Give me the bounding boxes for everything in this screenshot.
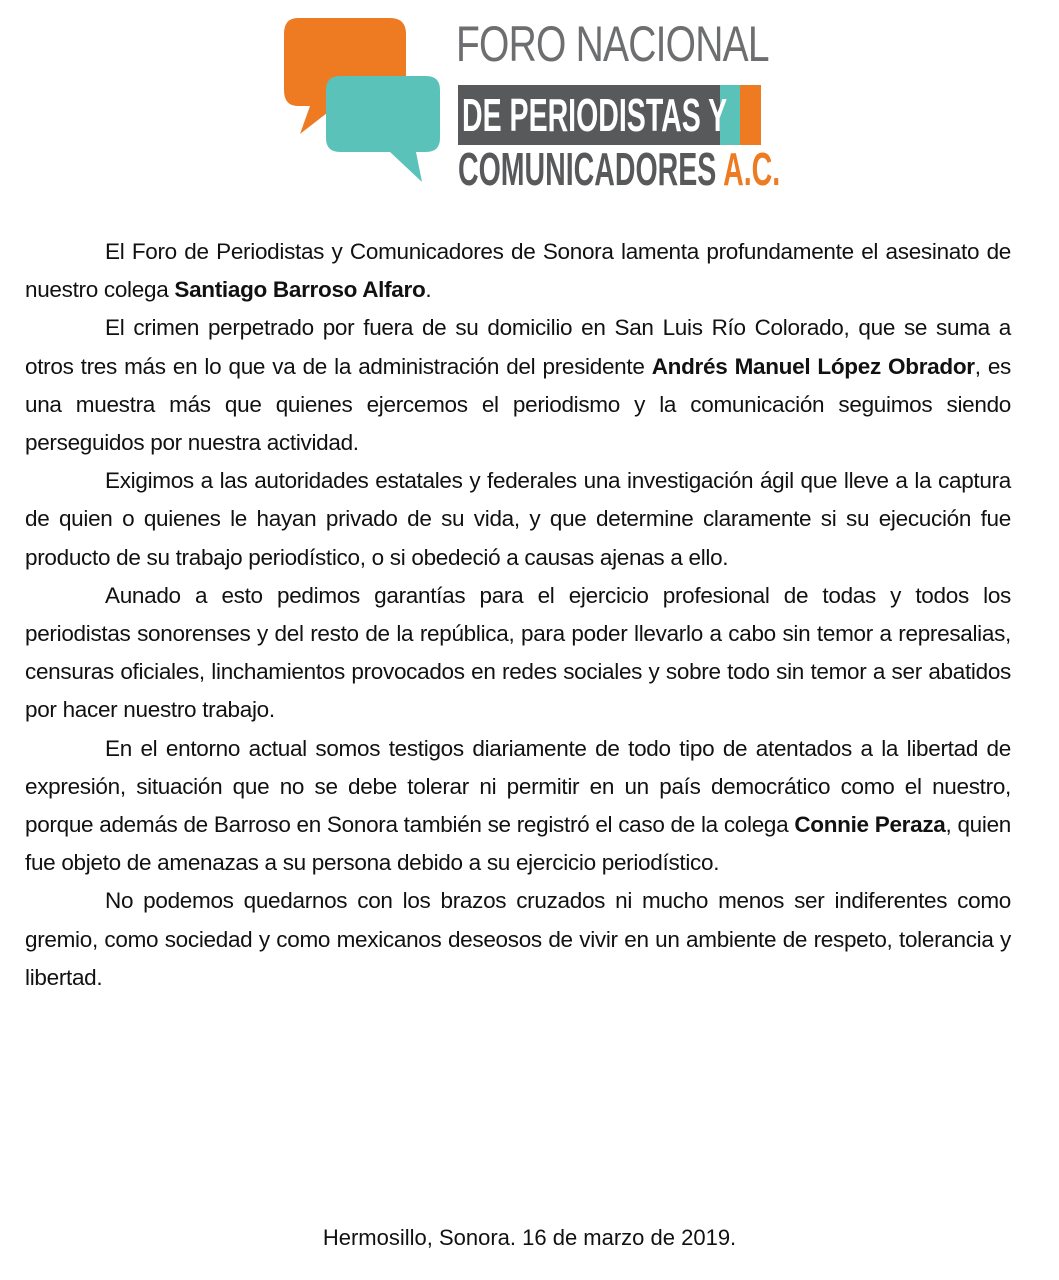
- logo-bottom-text: COMUNICADORES: [458, 143, 717, 195]
- text-run: El Foro de Periodistas y Comunicadores de Sonora lamenta profundamente el asesinato de nuestro colega: [25, 239, 1011, 303]
- paragraph: [25, 309, 1011, 462]
- paragraph: [25, 730, 1011, 883]
- paragraph: [25, 577, 1011, 730]
- logo-ac: A.C.: [723, 143, 781, 195]
- logo-title: FORO NACIONAL: [456, 16, 769, 72]
- date-line: Hermosillo, Sonora. 16 de marzo de 2019.: [322, 1225, 737, 1250]
- text-run: .: [425, 277, 432, 303]
- paragraph: [25, 462, 1011, 577]
- text-run: , quien fue objeto de amenazas a su persona debido a su ejercicio periodístico.: [25, 812, 1011, 876]
- paragraph: [25, 882, 1011, 997]
- speech-bubbles-icon: [280, 10, 450, 190]
- organization-logo: [280, 10, 781, 195]
- statement-body: [25, 233, 1011, 997]
- teal-bubble: [326, 76, 440, 182]
- bold-name: Santiago Barroso Alfaro: [174, 277, 426, 303]
- text-run: El crimen perpetrado por fuera de su domicilio en San Luis Río Colorado, que se suma a otros tres más en lo que va de la administración del presidente: [25, 315, 1011, 379]
- logo-bar-orange-accent: [740, 85, 761, 145]
- text-run: Aunado a esto pedimos garantías para el ejercicio profesional de todas y todos los periodistas sonorenses y del resto de la república, para poder llevarlo a cabo sin temor a represalias, censuras oficiales, linchamientos provocados en redes sociales y sobre todo sin temor a ser abatidos por hacer nuestro trabajo.: [25, 582, 1011, 723]
- bold-name: Andrés Manuel López Obrador: [651, 353, 975, 379]
- logo-subtitle: DE PERIODISTAS Y: [462, 89, 728, 141]
- bold-name: Connie Peraza: [794, 812, 946, 838]
- logo-bottom-line: [458, 144, 780, 194]
- paragraph: [25, 233, 1011, 309]
- text-run: Exigimos a las autoridades estatales y federales una investigación ágil que lleve a la captura de quien o quienes le hayan privado de su vida, y que determine claramente si su ejecución fue producto de su trabajo periodístico, o si obedeció a causas ajenas a ello.: [25, 468, 1011, 570]
- text-run: No podemos quedarnos con los brazos cruzados ni mucho menos ser indiferentes como gremio, como sociedad y como mexicanos deseosos de vivir en un ambiente de respeto, tolerancia y libertad.: [25, 888, 1011, 990]
- text-run: , es una muestra más que quienes ejercemos el periodismo y la comunicación seguimos siendo perseguidos por nuestra actividad.: [25, 353, 1011, 456]
- text-run: En el entorno actual somos testigos diariamente de todo tipo de atentados a la libertad de expresión, situación que no se debe tolerar ni permitir en un país democrático como el nuestro, porque además de Barroso en Sonora también se registró el caso de la colega: [25, 735, 1011, 838]
